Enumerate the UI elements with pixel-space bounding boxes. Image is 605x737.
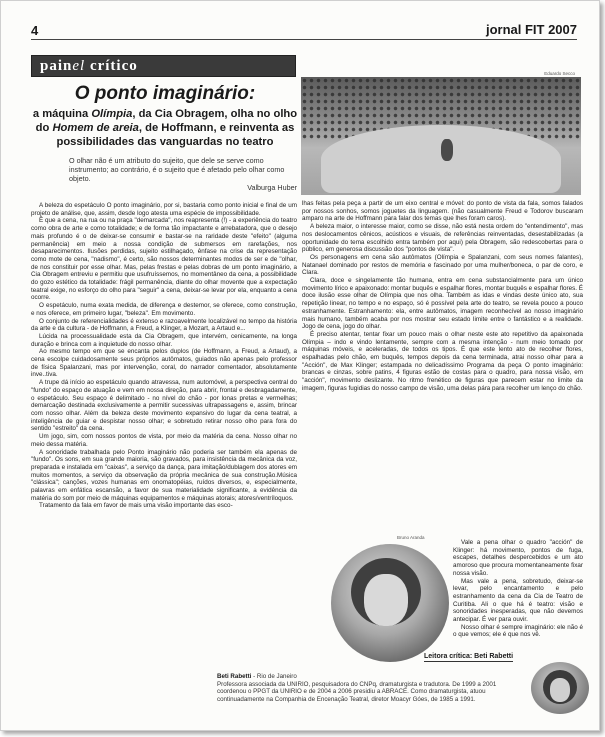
bio-photo-face	[550, 678, 570, 702]
subtitle-part-3: , da Cia Obragem, olha no olho do	[35, 108, 298, 134]
left-paragraph: Tratamento da fala em favor de mais uma visão importante das esco-	[39, 502, 233, 510]
left-paragraph: Ao mesmo tempo em que se encanta pelos duplos (de Hoffmann, a Freud, a Artaud), a cena escolpe cuidadosamente seus próprios autômatos, guiados não apenas pelo professor de física Spalanzani, mas por intervenção, coral, do narrador comentador, absolutamente inve..tiva.	[31, 348, 297, 379]
left-paragraph: A beleza do espetáculo O ponto imaginário, por si, bastaria como ponto inicial e final de um projeto de análise, que, assim, desde logo atesta uma espécie de impossibilidade.	[31, 202, 297, 217]
page-number: 4	[31, 23, 39, 38]
wrap-paragraph: Vale a pena olhar o quadro "acción" de Klinger: há movimento, pontos de fuga, escapes, detalhes despercebidos e um ato amoroso que procura momentaneamente fixar nossa visão.	[453, 539, 583, 577]
article-column-right	[302, 200, 583, 540]
section-banner	[31, 55, 296, 77]
section-title	[40, 58, 138, 75]
right-paragraph: A beleza maior, o interesse maior, como se disse, não está nesta ordem do "entendimento", mas nos deslocamentos cênicos, acústicos e visuais, de referências reinventadas, desestabilizadas (a oportunidade do tema escolhido entra também por aqui) pela Obragem, são redescobertas para o público, em generosa discussão dos "pontos de vista".	[302, 223, 583, 254]
right-paragraph: Clara, doce e singelamente tão humana, entra em cena substancialmente para um único movimento lírico e apaixonado: montar buquês e espalhar flores, montar buquês e espalhar flores. É doce ilusão esse olhar de Olímpia que nos olha. Também as idas e vindas deste único ato, sua repetição linear, no tempo e no espaço, só é possível pela arte do teatro, se revela pouco a pouco estranhamente. Estranhamento: ela, entre autômatos, imagem reconhecível ao nosso imaginário mais humano, também acaba por nos mostrar seu estado limite entre o fantástico e a realidade. Jogo de cena, jogo do olhar.	[302, 277, 583, 331]
header-rule	[31, 39, 577, 40]
photo-credit: Eduardo Secco	[544, 71, 575, 76]
article-title: O ponto imaginário:	[74, 83, 256, 104]
portrait-credit: Bruno Aranda	[397, 535, 425, 540]
performer-figure	[441, 139, 453, 161]
bio-photo	[531, 662, 589, 714]
bio-location: - Rio de Janeiro	[251, 673, 297, 680]
left-paragraph: A trupe dá início ao espetáculo quando atravessa, num automóvel, a perspectiva central do "fundo" do espaço de atuação e vem em nossa direção, para abrir, frontal e desbragadamente, o espetáculo. Seu espaço é delimitado - no nível do chão - por lonas pretas e vermelhas; demarcação destinada exclusivamente a permitir sucessivas ultrapassagens e, assim, brincar com nosso olhar. Além da beleza deste movimento expansivo do lugar da cena teatral, a inteligência de guiar e despistar nosso olhar; e sobretudo retirar nosso olho para fora do sentido "estreito" da cena.	[31, 379, 297, 433]
left-paragraph: O conjunto de referencialidades é extenso e razoavelmente localizável no tempo da história da arte e da cultura - de Hoffmann, a Freud, a Klinger, a Mozart, a Artaud e...	[31, 317, 297, 333]
left-paragraph: Um jogo, sim, com nossos pontos de vista, por meio da matéria da cena. Nosso olhar no meio dessa matéria.	[31, 433, 297, 448]
left-paragraph: O espetáculo, numa exata medida, de diferença e destemor, se oferece, como construção, e nos oferece, em primeiro lugar, "beleza". Em movimento.	[31, 302, 297, 317]
right-paragraph: lhas feitas pela peça a partir de um eixo central e móvel: do ponto de vista da fala, somos falados por nossos sonhos, somos joguetes da linguagem. (não casualmente Freud e Todorov buscaram amparo na arte de Hoffmann para falar dos temas que lhes foram caros).	[302, 200, 583, 223]
right-paragraph: Os personagens em cena são autômatos (Olímpia e Spalanzani, com seus nomes falantes), Natanael dominado por restos de memória e fascinado por uma mulher/boneca, o par de coro, e Clara.	[302, 253, 583, 277]
article-column-wrap	[453, 539, 583, 645]
left-paragraph: A sonoridade trabalhada pelo Ponto imaginário não poderia ser também ela apenas de "fundo". Os sons, em sua grande maioria, são gravados, para insistência da mecânica da voz, preparada e instalada em "caixas", a serviço da dança, para imitação/dublagem dos atores em muitos momentos, a serviço da observação da própria mecânica de sua construção.Música "clássica"; canções, vozes humanas em onomatopéias, ruídos diversos, e, especialmente, palavras em enfática escansão, a favor de sua materialidade significante, a evidência da matéria do som por meio de máquinas equipamentos e máquinas atorais; atores/ventríloquos.	[31, 448, 297, 502]
critic-portrait	[331, 544, 449, 662]
epigraph-author: Valburga Huber	[247, 183, 297, 192]
stage-area	[321, 125, 561, 193]
left-paragraph: Lúcida na processualidade esta da Cia Obragem, que intervém, cenicamente, na longa duração e brinca com a inquietude do nosso olhar.	[31, 332, 297, 348]
section-title-part2: el	[72, 58, 86, 74]
epigraph-text: O olhar não é um atributo do sujeito, que dele se serve como instrumento; ao contrário, é o sujeito que é afetado pelo olhar como objeto.	[69, 156, 285, 183]
article-column-left	[31, 202, 297, 636]
subtitle-part-4: Homem de areia	[52, 122, 139, 134]
wrap-paragraph: Nosso olhar é sempre imaginário: ele não é o que vemos; ele é que nos vê.	[453, 623, 583, 639]
portrait-face	[364, 574, 408, 626]
subtitle-part-5: , de Hoffmann, e reinventa as possibilidades das vanguardas no teatro	[56, 122, 295, 148]
bio-text: Professora associada da UNIRIO, pesquisadora do CNPq, dramaturgista e tradutora. De 1999 a 2001 coordenou o PPGT da UNIRIO e de 2004 a 2006 presidiu a ABRACE. Como dramaturgista, atuou continuadamente na Companhia de Encenação Teatral, diretor Moacyr Góes, de 1985 a 1991.	[217, 680, 497, 703]
wrap-paragraph: Mas vale a pena, sobretudo, deixar-se levar, pelo encantamento e pelo estranhamento da cena da Cia de Teatro de Curitiba. Ali o que há é teatro: visão e sonoridades inesperadas, que não devemos antecipar. É ver para ouvir.	[453, 577, 583, 624]
section-title-part3: crítico	[85, 58, 138, 74]
bio-name: Beti Rabetti	[217, 673, 252, 680]
right-paragraph: É preciso atentar, tentar fixar um pouco mais o olhar neste este ato repetitivo da apaixonada Olímpia – indo e vindo lentamente, sempre com a mesma intenção - num meio tomado por máquinas móveis, e aceleradas, de todos os tipos. É que este lento ato de recolher flores, espalhadas pelo chão, em buquês, tempos depois da cena terminada, atrai nosso olhar para a "Acción", de Max Klinger; estampada no delicadíssimo Programa da peça O ponto imaginário: brancas e cinzas, sobre patins, 4 figuras estão de costas para o quadro, para nossa visão, em "acción", movimento deslizante. No ritmo frenético de figuras que parecem estar no limite da imagem, figuras fugidias do nosso campo de visão, uma delas pára para recolher um lenço do chão.	[302, 330, 583, 392]
epigraph	[69, 156, 297, 192]
subtitle-part-1: a máquina	[32, 108, 92, 120]
subtitle-part-2: Olímpia	[91, 108, 133, 120]
publication-name: jornal FIT 2007	[485, 22, 577, 37]
section-title-part1: pain	[40, 58, 73, 74]
article-subtitle	[31, 107, 299, 149]
critic-bio	[217, 673, 527, 703]
performance-photo	[301, 77, 581, 195]
left-paragraph: É que a cena, na rua ou na praça "demarcada", nos reapresenta (!) - a experiência do teatro como obra de arte e como totalidade; e de forma tão impactante e arrebatadora, que o desejo mais profundo é o de deixar-se consumir e bastar-se na raridade deste "efeito" (alguma permanência) em meio a nossa condição de submersos em rarefações, nos desaparecimentos. Ilusões perdidas, sujeito estilhaçado, ênfase na crise da representação como mote de cena, "nadismo", é certo, são nossos determinantes modos de ser e de "olhar, de nos constituir por esse olhar. Mas, pelas frestas e pelas dobras de um ponto imaginário, a Cia Obragem entreviu e permitiu que usufruíssemos, no momentâneo da cena, a possibilidade do gozo estético da totalidade: frágil permanência, diante do olhar movente que a expectação teatral exige, no esforço do olho para "seguir" a cena, deixar-se levar por ela, enquanto a cena ocorre.	[31, 217, 297, 302]
critic-caption: Leitora crítica: Beti Rabetti	[424, 653, 514, 660]
